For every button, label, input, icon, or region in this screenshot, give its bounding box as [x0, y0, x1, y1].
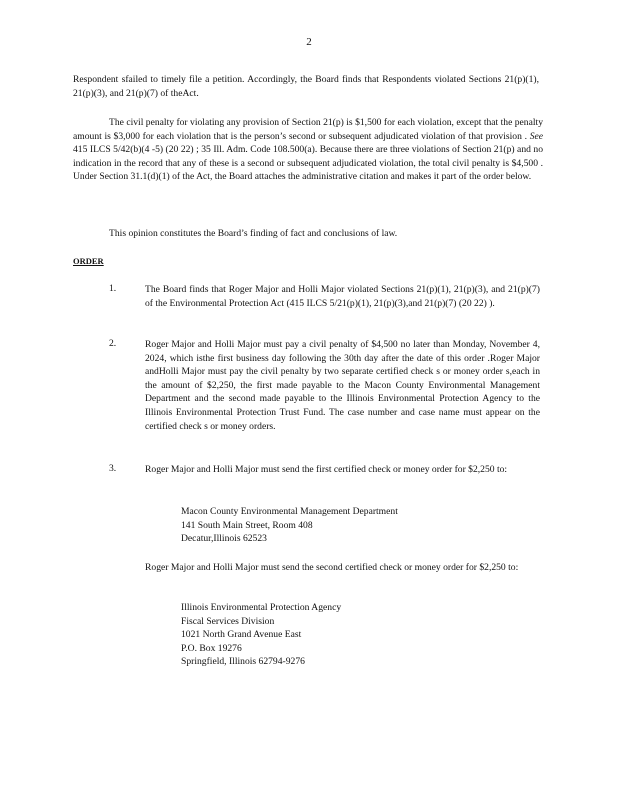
- address-line: P.O. Box 19276: [181, 642, 242, 654]
- order-item-text: The Board finds that Roger Major and Holli Major violated Sections 21(p)(1), 21(p)(3), and 21(p)(7) of the Environmental Protection Act (415 ILCS 5/21(p)(1), 21(p)(3),and 21(p)(7) (20 22) ).: [145, 284, 540, 309]
- order-item-number: 3.: [109, 463, 117, 474]
- address-line: Macon County Environmental Management Department: [181, 506, 398, 517]
- civil-penalty-text-b: 415 ILCS 5/42(b)(4 -5) (20 22) ; 35 Ill. Adm. Code 108.500(a). Because there are three violations of Section 21(p) and no indication in the record that any of these is a second or subsequent adjudicated violation, the total civil penalty is $4,500 . Under Section 31.1(d)(1) of the Act, the Board attaches the administrative citation and makes it part of the order below.: [73, 144, 543, 183]
- address-line: Springfield, Illinois 62794-9276: [181, 656, 305, 668]
- page-number: 2: [306, 36, 312, 48]
- address-line: 141 South Main Street, Room 408: [181, 519, 313, 531]
- address-line: 1021 North Grand Avenue East: [181, 629, 302, 641]
- address-line: Decatur,Illinois 62523: [181, 533, 267, 545]
- address-line: Fiscal Services Division: [181, 615, 275, 627]
- see-citation-signal: See: [529, 130, 544, 142]
- second-payment-instruction: Roger Major and Holli Major must send the second certified check or money order for $2,250 to:: [145, 562, 519, 573]
- order-item-number: 1.: [109, 283, 117, 294]
- order-item-number: 2.: [109, 338, 117, 349]
- address-illinois-epa: [181, 601, 341, 669]
- paragraph-findings-statement: This opinion constitutes the Board’s finding of fact and conclusions of law.: [109, 228, 398, 239]
- paragraph-violation-finding: Respondent sfailed to timely file a petition. Accordingly, the Board finds that Respondents violated Sections 21(p)(1), 21(p)(3), and 21(p)(7) of theAct.: [73, 74, 539, 99]
- paragraph-civil-penalty: [73, 116, 543, 184]
- address-macon-county: [181, 505, 398, 546]
- order-heading: ORDER: [73, 256, 104, 266]
- address-line: Illinois Environmental Protection Agency: [181, 602, 342, 613]
- order-item-text: Roger Major and Holli Major must pay a civil penalty of $4,500 no later than Monday, November 4, 2024, which isthe first business day following the 30th day after the date of this order .Roger Major andHolli Major must pay the civil penalty by two separate certified check s or money order s,each in the amount of $2,250, the first made payable to the Macon County Environmental Management Department and the second made payable to the Illinois Environmental Protection Agency to the Illinois Environmental Protection Trust Fund. The case number and case name must appear on the certified check s or money orders.: [145, 339, 540, 432]
- order-item-text: Roger Major and Holli Major must send the first certified check or money order for $2,250 to:: [145, 464, 508, 475]
- civil-penalty-text-a: The civil penalty for violating any provision of Section 21(p) is $1,500 for each violation, except that the penalty amount is $3,000 for each violation that is the person’s second or subsequent adjudicated violation of that provision .: [73, 117, 543, 142]
